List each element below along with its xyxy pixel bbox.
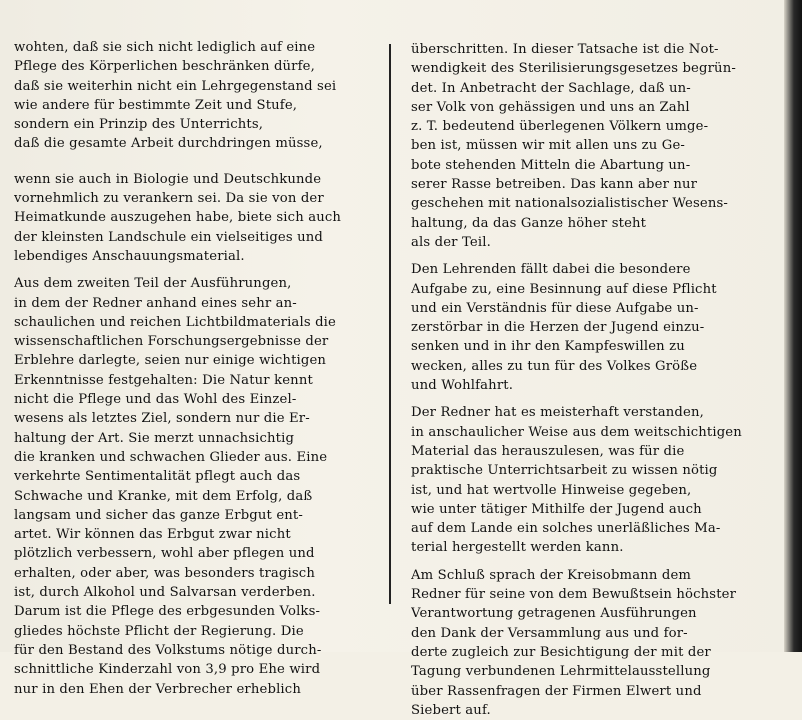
- text-line: zerstörbar in die Herzen der Jugend einzu-: [411, 320, 705, 336]
- left-paragraph-2: [14, 170, 376, 266]
- text-line: wendigkeit des Sterilisierungsgesetzes begrün-: [411, 61, 736, 77]
- column-divider: [389, 44, 391, 604]
- text-line: Der Redner hat es meisterhaft verstanden,: [411, 405, 704, 421]
- text-line: daß sie weiterhin nicht ein Lehrgegenstand sei: [14, 78, 337, 94]
- text-line: Material das herauszulesen, was für die: [411, 443, 685, 459]
- text-line: ser Volk von gehässigen und uns an Zahl: [411, 99, 690, 115]
- text-line: Am Schluß sprach der Kreisobmann dem: [411, 567, 692, 583]
- text-line: verkehrte Sentimentalität pflegt auch das: [14, 469, 301, 485]
- text-line: ben ist, müssen wir mit allen uns zu Ge-: [411, 138, 685, 154]
- text-line: den Dank der Versammlung aus und for-: [411, 625, 688, 641]
- text-line: und ein Verständnis für diese Aufgabe un-: [411, 300, 699, 316]
- text-line: für den Bestand des Volkstums nötige durch-: [14, 642, 322, 658]
- text-line: Heimatkunde auszugehen habe, biete sich auch: [14, 210, 342, 226]
- text-line: nur in den Ehen der Verbrecher erheblich: [14, 681, 301, 697]
- right-paragraph-3: [411, 403, 777, 557]
- text-line: wenn sie auch in Biologie und Deutschkunde: [14, 171, 322, 187]
- left-column: [14, 38, 376, 699]
- text-line: wesens als letztes Ziel, sondern nur die Er-: [14, 411, 310, 427]
- right-paragraph-1: [411, 40, 777, 252]
- text-line: nicht die Pflege und das Wohl des Einzel-: [14, 392, 297, 408]
- text-line: wohten, daß sie sich nicht lediglich auf eine: [14, 40, 316, 55]
- text-line: Aufgabe zu, eine Besinnung auf diese Pflicht: [411, 281, 717, 297]
- text-line: Tagung verbundenen Lehrmittelausstellung: [411, 664, 711, 680]
- text-line: über Rassenfragen der Firmen Elwert und: [411, 683, 702, 699]
- text-line: schaulichen und reichen Lichtbildmaterials die: [14, 314, 336, 330]
- text-line: Schwache und Kranke, mit dem Erfolg, daß: [14, 488, 313, 504]
- text-line: Aus dem zweiten Teil der Ausführungen,: [14, 276, 292, 292]
- text-line: und Wohlfahrt.: [411, 378, 514, 394]
- text-line: haltung, da das Ganze höher steht: [411, 215, 647, 231]
- text-line: auf dem Lande ein solches unerläßliches Ma-: [411, 521, 721, 537]
- text-line: ist, durch Alkohol und Salvarsan verderben.: [14, 585, 316, 601]
- text-line: det. In Anbetracht der Sachlage, daß un-: [411, 80, 691, 96]
- text-line: gliedes höchste Pflicht der Regierung. Die: [14, 623, 304, 639]
- text-line: Erblehre darlegte, seien nur einige wichtigen: [14, 353, 327, 369]
- text-line: Siebert auf.: [411, 702, 491, 718]
- text-line: der kleinsten Landschule ein vielseitiges und: [14, 229, 324, 245]
- text-line: Verantwortung getragenen Ausführungen: [411, 606, 697, 622]
- text-line: geschehen mit nationalsozialistischer Wesens-: [411, 196, 729, 212]
- text-line: artet. Wir können das Erbgut zwar nicht: [14, 527, 291, 543]
- text-line: bote stehenden Mitteln die Abartung un-: [411, 157, 691, 173]
- text-line: die kranken und schwachen Glieder aus. Eine: [14, 449, 328, 465]
- text-line: z. T. bedeutend überlegenen Völkern umge-: [411, 119, 709, 135]
- right-paragraph-4: [411, 566, 777, 720]
- text-line: daß die gesamte Arbeit durchdringen müsse,: [14, 136, 323, 152]
- text-line: sondern ein Prinzip des Unterrichts,: [14, 117, 264, 133]
- scan-edge-shadow: [784, 0, 802, 652]
- text-line: wissenschaftlichen Forschungsergebnisse der: [14, 334, 329, 350]
- text-line: langsam und sicher das ganze Erbgut ent-: [14, 507, 303, 523]
- text-line: vornehmlich zu verankern sei. Da sie von der: [14, 191, 324, 207]
- text-line: Redner für seine von dem Bewußtsein höchster: [411, 587, 737, 603]
- text-line: in anschaulicher Weise aus dem weitschichtigen: [411, 424, 742, 440]
- text-line: wie andere für bestimmte Zeit und Stufe,: [14, 97, 298, 113]
- text-line: terial hergestellt werden kann.: [411, 540, 624, 556]
- text-line: Erkenntnisse festgehalten: Die Natur kennt: [14, 372, 313, 388]
- text-line: in dem der Redner anhand eines sehr an-: [14, 295, 297, 311]
- text-line: Pflege des Körperlichen beschränken dürfe,: [14, 59, 315, 75]
- text-line: erhalten, oder aber, was besonders tragisch: [14, 565, 315, 581]
- text-line: lebendiges Anschauungsmaterial.: [14, 248, 245, 264]
- text-line: wecken, alles zu tun für des Volkes Größe: [411, 358, 698, 374]
- right-paragraph-2: [411, 260, 777, 395]
- left-paragraph-1: [14, 38, 376, 154]
- text-line: Darum ist die Pflege des erbgesunden Volks-: [14, 604, 321, 620]
- text-line: praktische Unterrichtsarbeit zu wissen nötig: [411, 463, 718, 479]
- text-line: ist, und hat wertvolle Hinweise gegeben,: [411, 482, 692, 498]
- left-paragraph-3: [14, 274, 376, 699]
- right-column: [411, 40, 777, 720]
- text-line: haltung der Art. Sie merzt unnachsichtig: [14, 430, 295, 446]
- text-line: als der Teil.: [411, 234, 491, 250]
- text-line: serer Rasse betreiben. Das kann aber nur: [411, 177, 698, 193]
- text-line: derte zugleich zur Besichtigung der mit der: [411, 644, 711, 660]
- text-line: Den Lehrenden fällt dabei die besondere: [411, 262, 691, 278]
- text-line: plötzlich verbessern, wohl aber pflegen und: [14, 546, 315, 562]
- text-line: senken und in ihr den Kampfeswillen zu: [411, 339, 685, 355]
- text-line: überschritten. In dieser Tatsache ist die Not-: [411, 42, 719, 57]
- text-line: schnittliche Kinderzahl von 3,9 pro Ehe wird: [14, 662, 321, 678]
- text-line: wie unter tätiger Mithilfe der Jugend auch: [411, 501, 702, 517]
